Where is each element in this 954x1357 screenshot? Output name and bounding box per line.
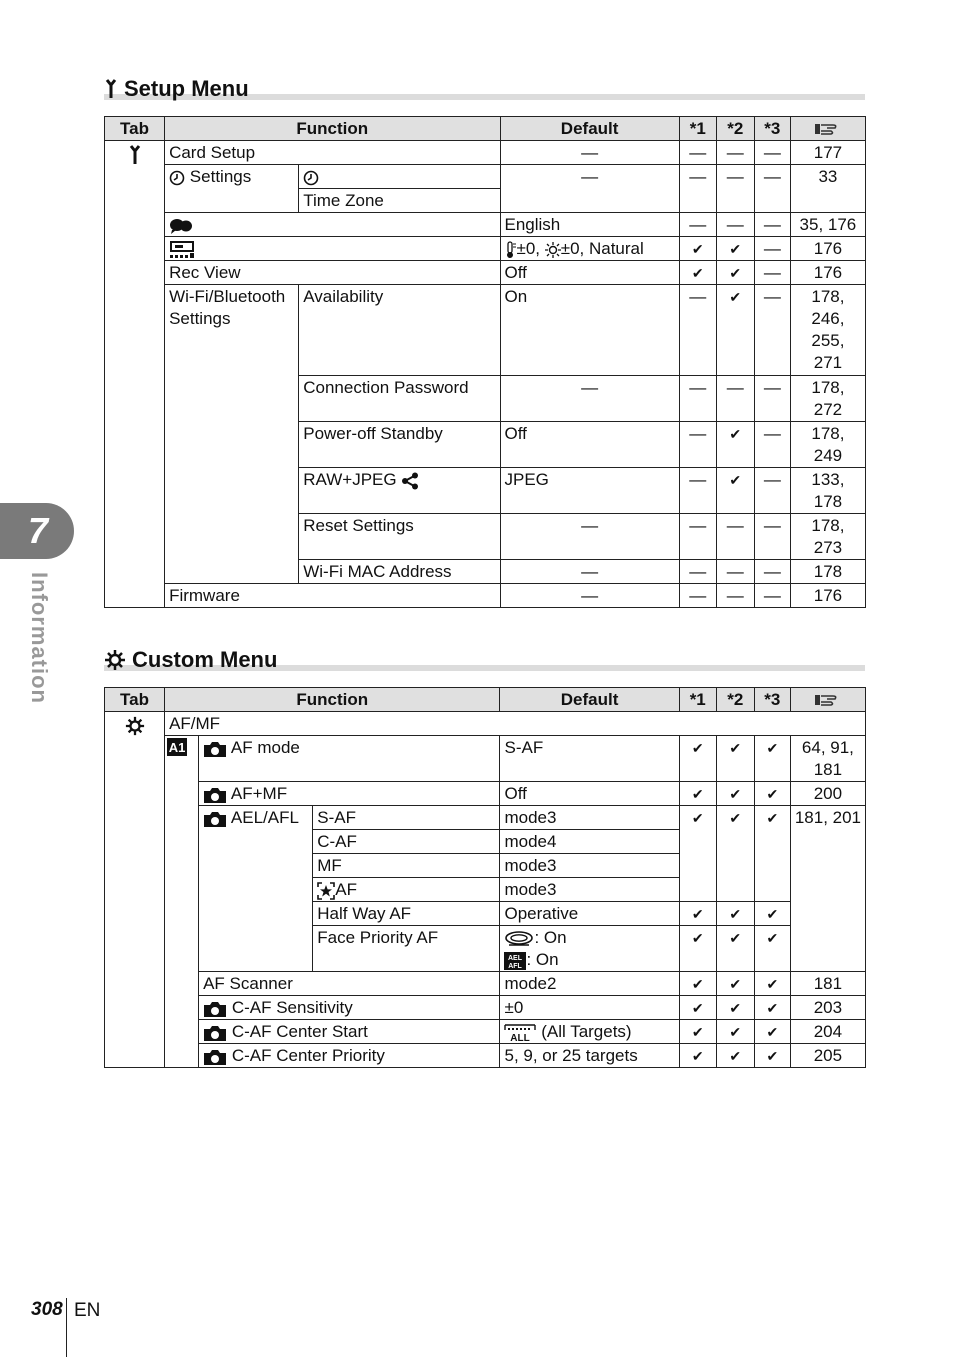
svg-text:A1: A1 <box>168 740 186 755</box>
language-code: EN <box>74 1300 101 1321</box>
table-row <box>105 1020 866 1044</box>
gear-icon <box>104 649 126 671</box>
function-subcell: Availability <box>299 285 500 376</box>
c2-cell: ✔ <box>716 1020 754 1044</box>
custom-tab-cell <box>105 712 165 1068</box>
c3-cell: — <box>754 560 790 584</box>
page-reference-icon <box>813 692 843 708</box>
default-cell: Off <box>500 782 679 806</box>
ref-cell: 181, 201 <box>790 806 865 972</box>
setup-title-text: Setup Menu <box>124 76 249 101</box>
default-cell: mode2 <box>500 972 679 996</box>
default-cell: Off <box>500 422 679 468</box>
function-label: AF <box>335 880 357 899</box>
c1-cell: — <box>679 584 716 608</box>
clock-icon <box>169 170 185 186</box>
header-c2: *2 <box>716 117 754 141</box>
c1-cell: ✔ <box>679 261 716 285</box>
table-row <box>105 806 866 830</box>
default-cell: ±0 <box>500 996 679 1020</box>
function-cell: AF Scanner <box>199 972 500 996</box>
function-cell <box>199 736 500 782</box>
c2-cell: — <box>716 584 754 608</box>
default-cell: — <box>500 376 679 422</box>
ref-cell: 200 <box>790 782 865 806</box>
c1-cell: ✔ <box>679 736 716 782</box>
svg-text:ALL: ALL <box>510 1032 531 1042</box>
function-cell <box>165 213 500 237</box>
function-label: C-AF Sensitivity <box>231 998 353 1017</box>
ref-cell: 181 <box>790 972 865 996</box>
c2-cell: — <box>716 376 754 422</box>
default-cell: On <box>500 285 679 376</box>
c3-cell: — <box>754 237 790 261</box>
c3-cell: — <box>754 468 790 514</box>
svg-text:AFL: AFL <box>508 962 523 970</box>
table-row <box>105 261 866 285</box>
default-text: (All Targets) <box>541 1022 632 1041</box>
c1-cell: — <box>679 141 716 165</box>
function-cell: Firmware <box>165 584 500 608</box>
c1-cell: ✔ <box>679 996 716 1020</box>
default-cell <box>500 926 679 972</box>
header-function: Function <box>165 688 500 712</box>
c1-cell: — <box>679 514 716 560</box>
c1-cell: — <box>679 285 716 376</box>
setup-menu-title <box>104 76 249 102</box>
function-subcell <box>313 878 500 902</box>
c1-cell: ✔ <box>679 237 716 261</box>
table-row <box>105 237 866 261</box>
setup-table <box>104 116 866 608</box>
camera-icon <box>203 1024 227 1042</box>
thermometer-icon <box>505 241 517 259</box>
table-row <box>105 996 866 1020</box>
function-cell <box>199 806 313 972</box>
default-cell: mode3 <box>500 806 679 830</box>
ref-cell: 203 <box>790 996 865 1020</box>
default-text: : On <box>534 928 567 947</box>
ref-cell: 176 <box>790 237 865 261</box>
ref-cell: 178, 272 <box>790 376 865 422</box>
c3-cell: ✔ <box>754 1020 790 1044</box>
wrench-icon <box>129 145 141 165</box>
function-cell <box>199 782 500 806</box>
default-cell: mode4 <box>500 830 679 854</box>
default-cell: — <box>500 141 679 165</box>
ref-cell: 178, 273 <box>790 514 865 560</box>
wifi-group-cell: Wi-Fi/Bluetooth Settings <box>165 285 299 584</box>
monitor-adjust-icon <box>169 241 197 259</box>
custom-title-text: Custom Menu <box>132 647 278 672</box>
function-cell: Rec View <box>165 261 500 285</box>
c2-cell: ✔ <box>716 782 754 806</box>
chapter-label: Information <box>27 572 52 704</box>
function-cell: Card Setup <box>165 141 500 165</box>
default-cell: — <box>500 514 679 560</box>
c2-cell: ✔ <box>716 902 754 926</box>
c1-cell: ✔ <box>679 1020 716 1044</box>
c1-cell: ✔ <box>679 1044 716 1068</box>
c2-cell: ✔ <box>716 926 754 972</box>
c3-cell: — <box>754 165 790 213</box>
c2-cell: ✔ <box>716 806 754 902</box>
function-label: C-AF Center Start <box>231 1022 368 1041</box>
ref-cell: 178, 246, 255, 271 <box>790 285 865 376</box>
function-subcell: S-AF <box>313 806 500 830</box>
table-row <box>105 165 866 189</box>
c2-cell: ✔ <box>716 972 754 996</box>
c2-cell: ✔ <box>716 285 754 376</box>
table-row <box>105 141 866 165</box>
function-subcell <box>299 468 500 514</box>
ref-cell: 178, 249 <box>790 422 865 468</box>
default-cell: English <box>500 213 679 237</box>
ref-cell: 35, 176 <box>790 213 865 237</box>
header-default: Default <box>500 117 679 141</box>
ref-cell: 33 <box>790 165 865 213</box>
a1-tab-cell <box>165 736 199 1068</box>
default-cell: 5, 9, or 25 targets <box>500 1044 679 1068</box>
function-subcell: Reset Settings <box>299 514 500 560</box>
ref-cell: 176 <box>790 584 865 608</box>
table-row <box>105 213 866 237</box>
function-cell <box>199 996 500 1020</box>
ref-cell: 133, 178 <box>790 468 865 514</box>
c1-cell: ✔ <box>679 926 716 972</box>
header-c2: *2 <box>716 688 754 712</box>
default-text: : On <box>526 950 559 969</box>
function-subcell: Wi-Fi MAC Address <box>299 560 500 584</box>
default-cell <box>500 237 679 261</box>
function-label: AF mode <box>230 738 300 757</box>
c2-cell: — <box>716 141 754 165</box>
function-label: Settings <box>189 167 252 186</box>
chapter-number: 7 <box>28 510 49 551</box>
default-cell: Operative <box>500 902 679 926</box>
default-cell: mode3 <box>500 854 679 878</box>
header-function: Function <box>165 117 500 141</box>
default-cell: Off <box>500 261 679 285</box>
c3-cell: — <box>754 422 790 468</box>
gear-icon <box>125 716 145 736</box>
header-row <box>105 688 866 712</box>
table-row <box>105 285 866 376</box>
ref-cell: 178 <box>790 560 865 584</box>
face-detect-icon <box>504 930 534 948</box>
footer-divider <box>66 1298 67 1357</box>
function-subcell: Time Zone <box>299 189 500 213</box>
ref-cell: 204 <box>790 1020 865 1044</box>
c2-cell: ✔ <box>716 736 754 782</box>
default-cell: S-AF <box>500 736 679 782</box>
custom-menu-title <box>104 647 277 673</box>
c2-cell: — <box>716 560 754 584</box>
function-label: RAW+JPEG <box>303 470 397 489</box>
c3-cell: — <box>754 285 790 376</box>
header-c3: *3 <box>754 117 790 141</box>
function-label: C-AF Center Priority <box>231 1046 385 1065</box>
default-text: ±0, <box>516 239 541 258</box>
function-cell <box>199 1044 500 1068</box>
function-label: AF+MF <box>230 784 288 803</box>
c1-cell: ✔ <box>679 902 716 926</box>
header-tab: Tab <box>105 688 165 712</box>
c2-cell: — <box>716 165 754 213</box>
header-tab: Tab <box>105 117 165 141</box>
default-text: ±0, Natural <box>560 239 644 258</box>
ael-afl-icon <box>504 952 526 970</box>
function-cell <box>199 1020 500 1044</box>
c1-cell: — <box>679 165 716 213</box>
c3-cell: ✔ <box>754 996 790 1020</box>
default-cell <box>500 1020 679 1044</box>
header-c1: *1 <box>679 688 716 712</box>
setup-tab-cell <box>105 141 165 608</box>
function-subcell: Half Way AF <box>313 902 500 926</box>
c1-cell: ✔ <box>679 782 716 806</box>
c3-cell: — <box>754 141 790 165</box>
c3-cell: — <box>754 213 790 237</box>
ref-cell: 177 <box>790 141 865 165</box>
header-ref <box>790 688 865 712</box>
header-row <box>105 117 866 141</box>
c3-cell: — <box>754 261 790 285</box>
default-cell: JPEG <box>500 468 679 514</box>
header-default: Default <box>500 688 679 712</box>
function-subcell <box>299 165 500 189</box>
c3-cell: — <box>754 584 790 608</box>
function-cell <box>165 165 299 213</box>
header-c3: *3 <box>754 688 790 712</box>
table-row <box>105 584 866 608</box>
c3-cell: ✔ <box>754 926 790 972</box>
share-icon <box>401 472 419 490</box>
c3-cell: ✔ <box>754 972 790 996</box>
c2-cell: ✔ <box>716 996 754 1020</box>
default-cell: — <box>500 560 679 584</box>
all-targets-icon <box>504 1024 536 1042</box>
star-af-icon <box>317 882 335 900</box>
c1-cell: — <box>679 422 716 468</box>
c3-cell: ✔ <box>754 736 790 782</box>
c2-cell: ✔ <box>716 422 754 468</box>
function-cell <box>165 237 500 261</box>
camera-icon <box>203 810 227 828</box>
c1-cell: ✔ <box>679 806 716 902</box>
c1-cell: ✔ <box>679 972 716 996</box>
c2-cell: ✔ <box>716 1044 754 1068</box>
camera-icon <box>203 1000 227 1018</box>
function-subcell: Power-off Standby <box>299 422 500 468</box>
table-row <box>105 736 866 782</box>
table-row <box>105 712 866 736</box>
header-c1: *1 <box>679 117 716 141</box>
camera-icon <box>203 740 227 758</box>
function-subcell: MF <box>313 854 500 878</box>
default-cell: — <box>500 584 679 608</box>
custom-table <box>104 687 866 1068</box>
default-cell: mode3 <box>500 878 679 902</box>
svg-text:AEL: AEL <box>508 954 523 962</box>
c2-cell: ✔ <box>716 468 754 514</box>
c3-cell: — <box>754 514 790 560</box>
table-row <box>105 972 866 996</box>
ref-cell: 205 <box>790 1044 865 1068</box>
c1-cell: — <box>679 213 716 237</box>
function-label: AEL/AFL <box>230 808 299 827</box>
c3-cell: ✔ <box>754 806 790 902</box>
page-reference-icon <box>813 121 843 137</box>
a1-tab-icon <box>167 738 187 756</box>
language-icon <box>169 217 193 235</box>
default-cell: — <box>500 165 679 213</box>
c2-cell: ✔ <box>716 237 754 261</box>
table-row <box>105 782 866 806</box>
header-ref <box>790 117 865 141</box>
clock-icon <box>303 170 319 186</box>
group-cell: AF/MF <box>165 712 866 736</box>
wrench-icon <box>104 78 118 100</box>
c1-cell: — <box>679 376 716 422</box>
function-subcell: C-AF <box>313 830 500 854</box>
ref-cell: 176 <box>790 261 865 285</box>
c3-cell: ✔ <box>754 1044 790 1068</box>
ref-cell: 64, 91, 181 <box>790 736 865 782</box>
camera-icon <box>203 786 227 804</box>
table-row <box>105 1044 866 1068</box>
c2-cell: — <box>716 213 754 237</box>
function-subcell: Connection Password <box>299 376 500 422</box>
c3-cell: ✔ <box>754 902 790 926</box>
c2-cell: — <box>716 514 754 560</box>
page-number: 308 <box>31 1299 63 1320</box>
c3-cell: — <box>754 376 790 422</box>
c2-cell: ✔ <box>716 261 754 285</box>
c3-cell: ✔ <box>754 782 790 806</box>
camera-icon <box>203 1048 227 1066</box>
c1-cell: — <box>679 560 716 584</box>
brightness-icon <box>545 242 561 258</box>
c1-cell: — <box>679 468 716 514</box>
function-subcell: Face Priority AF <box>313 926 500 972</box>
